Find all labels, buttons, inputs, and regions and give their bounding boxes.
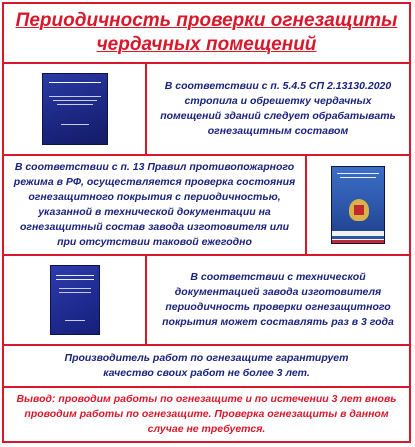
row2-text: В соответствии с п. 13 Правил противопожарного режима в РФ, осуществляется проверка состояния огнезащитного покрытия с периодичностью, указанной в технической документации на огнезащитный состав завода изготовителя или при отсутствии таковой ежегодно [13, 161, 296, 248]
row3-image-cell [4, 256, 147, 344]
row4-text-cell [4, 346, 409, 386]
row2-image-cell [307, 156, 409, 254]
row-warranty [4, 346, 409, 388]
title-line-1: Периодичность проверки огнезащиты [15, 10, 398, 31]
row-fire-regime-rules [4, 156, 409, 256]
row1-text: В соответствии с п. 5.4.5 СП 2.13130.2020 стропила и обрешетку чердачных помещений зданий следует обрабатывать огнезащитным составом [160, 80, 396, 137]
infographic-frame [2, 2, 411, 443]
row3-text-cell [147, 256, 409, 344]
row1-image-cell [4, 64, 147, 154]
row1-text-cell [147, 64, 409, 154]
row2-text-cell [4, 156, 307, 254]
technical-doc-book-icon [50, 265, 100, 335]
row3-text: В соответствии с технической документацией завода изготовителя периодичность проверки огнезащитного покрытия может составлять раз в 3 года [162, 271, 394, 328]
row-technical-documentation [4, 256, 409, 346]
row4-text: Производитель работ по огнезащите гарантирует качество своих работ не более 3 лет. [64, 352, 349, 379]
title-row [4, 4, 409, 64]
row5-text-cell [4, 388, 409, 441]
rules-book-icon [42, 73, 108, 145]
row-conclusion [4, 388, 409, 441]
page-title [16, 9, 398, 57]
conclusion-text: Вывод: проводим работы по огнезащите и по истечении 3 лет вновь проводим работы по огнезащите. Проверка огнезащиты в данном случае не требуется. [16, 393, 397, 435]
fire-regulations-book-icon [331, 166, 385, 244]
row-sp-regulation [4, 64, 409, 156]
title-line-2: чердачных помещений [96, 34, 317, 55]
